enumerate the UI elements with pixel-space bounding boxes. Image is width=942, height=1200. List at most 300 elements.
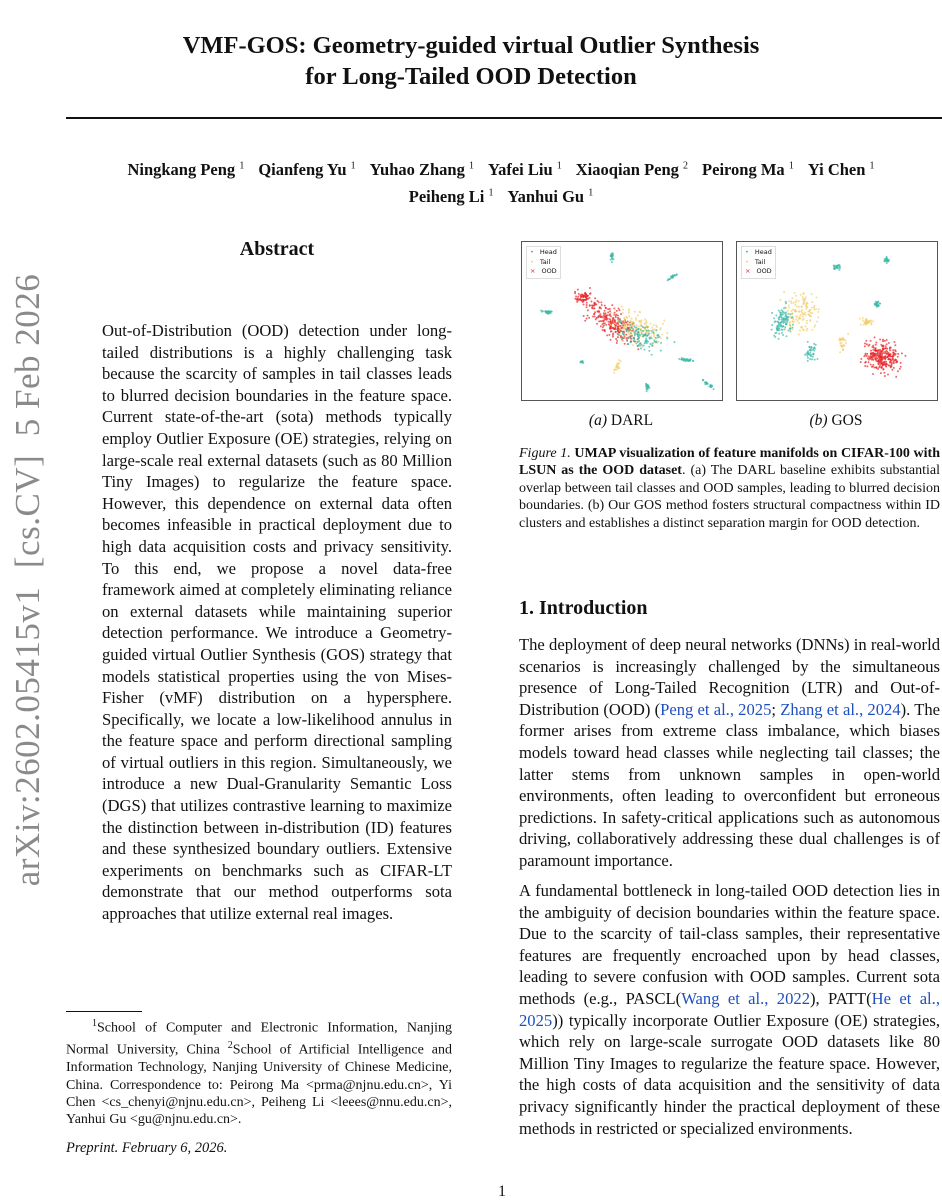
scatter-point <box>603 325 605 327</box>
scatter-point <box>778 321 780 323</box>
scatter-point <box>816 321 818 323</box>
scatter-point <box>659 328 661 330</box>
scatter-point <box>881 367 883 369</box>
scatter-point <box>792 309 794 311</box>
text: )) typically incorporate Outlier Exposure (OE) strategies, which rely on large-scale surrogate OOD datasets like 80 Million Tiny Images to regularize the feature space. However, the high costs of data acquisition and the sensitivity of data privacy significantly hinder the practical deployment of these methods in restricted or specialized environments. <box>519 1010 940 1138</box>
scatter-point <box>882 358 884 360</box>
legend-marker-icon: • <box>745 248 749 256</box>
scatter-point <box>809 358 811 360</box>
scatter-point <box>886 339 888 341</box>
scatter-point <box>892 356 894 358</box>
scatter-point <box>711 384 713 386</box>
scatter-point <box>584 320 586 322</box>
scatter-point <box>616 362 618 364</box>
abstract-heading: Abstract <box>239 238 315 260</box>
scatter-point <box>811 301 813 303</box>
scatter-point <box>888 342 890 344</box>
scatter-point <box>877 368 879 370</box>
affiliation-2: School of Artificial Intelligence and Information Technology, Nanjing University of Chinese Medicine, China. Correspondence to: Peirong Ma <prma@njnu.edu.cn>, Yi Chen <cs_chenyi@njnu.edu.cn>, Peiheng Li <leees@nnu.edu.cn>, Yanhui Gu <gu@njnu.edu.cn>. <box>66 1042 452 1128</box>
scatter-point <box>813 343 815 345</box>
scatter-point <box>878 358 880 360</box>
scatter-point <box>886 258 888 260</box>
scatter-point <box>602 329 604 331</box>
scatter-point <box>593 305 595 307</box>
caption-label: Figure 1. <box>519 446 571 461</box>
scatter-point <box>638 340 640 342</box>
scatter-point <box>628 315 630 317</box>
scatter-point <box>864 342 866 344</box>
scatter-point <box>662 323 664 325</box>
scatter-point <box>785 312 787 314</box>
scatter-point <box>614 328 616 330</box>
scatter-point <box>634 311 636 313</box>
scatter-point <box>546 311 548 313</box>
scatter-point <box>630 320 632 322</box>
scatter-point <box>640 329 642 331</box>
author-affiliation: 1 <box>588 187 594 199</box>
scatter-point <box>655 329 657 331</box>
scatter-point <box>797 320 799 322</box>
scatter-point <box>895 350 897 352</box>
legend-label: Head <box>539 248 557 256</box>
scatter-point <box>892 358 894 360</box>
scatter-point <box>790 302 792 304</box>
scatter-point <box>626 317 628 319</box>
scatter-point <box>781 321 783 323</box>
scatter-point <box>877 305 879 307</box>
scatter-point <box>863 324 865 326</box>
scatter-point <box>593 302 595 304</box>
scatter-point <box>622 312 624 314</box>
scatter-point <box>812 353 814 355</box>
scatter-point <box>886 262 888 264</box>
scatter-point <box>798 334 800 336</box>
scatter-point <box>634 332 636 334</box>
scatter-point <box>644 327 646 329</box>
scatter-point <box>642 330 644 332</box>
author-affiliation: 1 <box>239 160 245 171</box>
scatter-point <box>635 342 637 344</box>
scatter-point <box>595 303 597 305</box>
scatter-point <box>897 356 899 358</box>
author-affiliation: 1 <box>488 187 494 199</box>
scatter-point <box>872 373 874 375</box>
scatter-point <box>605 324 607 326</box>
scatter-point <box>638 311 640 313</box>
scatter-point <box>813 350 815 352</box>
citation-link[interactable]: Zhang et al., 2024 <box>780 699 901 719</box>
scatter-point <box>868 355 870 357</box>
scatter-point <box>783 307 785 309</box>
scatter-point <box>817 311 819 313</box>
scatter-point <box>622 309 624 311</box>
scatter-point <box>883 348 885 350</box>
scatter-point <box>668 279 670 281</box>
scatter-point <box>862 317 864 319</box>
author-name: Ningkang Peng <box>127 159 236 179</box>
scatter-point <box>791 297 793 299</box>
scatter-point <box>798 300 800 302</box>
scatter-point <box>795 301 797 303</box>
scatter-point <box>607 321 609 323</box>
scatter-point <box>596 323 598 325</box>
scatter-point <box>860 361 862 363</box>
subcaption-a <box>521 412 721 430</box>
scatter-point <box>794 310 796 312</box>
scatter-point <box>704 382 706 384</box>
author-name: Yafei Liu <box>488 159 553 179</box>
scatter-point <box>887 358 889 360</box>
scatter-point <box>879 339 881 341</box>
scatter-point <box>897 370 899 372</box>
scatter-point <box>800 294 802 296</box>
scatter-point <box>621 338 623 340</box>
scatter-point <box>676 274 678 276</box>
scatter-point <box>583 304 585 306</box>
scatter-point <box>840 345 842 347</box>
scatter-point <box>637 334 639 336</box>
scatter-point <box>630 335 632 337</box>
scatter-point <box>807 313 809 315</box>
scatter-point <box>833 268 835 270</box>
scatter-point <box>658 336 660 338</box>
scatter-point <box>786 318 788 320</box>
scatter-point <box>674 274 676 276</box>
scatter-point <box>891 369 893 371</box>
scatter-point <box>897 353 899 355</box>
scatter-point <box>886 353 888 355</box>
scatter-point <box>642 326 644 328</box>
scatter-point <box>800 326 802 328</box>
scatter-point <box>807 341 809 343</box>
scatter-point <box>864 365 866 367</box>
scatter-point <box>891 359 893 361</box>
scatter-point <box>586 295 588 297</box>
scatter-point <box>877 363 879 365</box>
arxiv-identifier: arXiv:2602.05415v1 [cs.CV] 5 Feb 2026 <box>8 273 47 887</box>
scatter-point <box>809 309 811 311</box>
scatter-point <box>811 358 813 360</box>
introduction-heading: 1. Introduction <box>519 597 648 619</box>
scatter-point <box>640 325 642 327</box>
scatter-point <box>800 314 802 316</box>
text: ). The former arises from extreme class imbalance, which biases models toward head classes while neglecting tail classes; the latter stems from unknown samples in open-world environments, often leading to overconfident but erroneous predictions. In safety-critical applications such as autonomous driving, collaboratively addressing these dual challenges is of paramount importance. <box>519 699 940 870</box>
scatter-point <box>630 330 632 332</box>
scatter-point <box>873 354 875 356</box>
scatter-point <box>786 321 788 323</box>
scatter-point <box>776 325 778 327</box>
scatter-point <box>882 345 884 347</box>
scatter-point <box>813 309 815 311</box>
scatter-point <box>575 295 577 297</box>
scatter-point <box>586 298 588 300</box>
author-affiliation: 1 <box>788 160 794 171</box>
scatter-point <box>632 327 634 329</box>
scatter-point <box>702 379 704 381</box>
preprint-date: Preprint. February 6, 2026. <box>66 1140 228 1156</box>
scatter-point <box>813 305 815 307</box>
scatter-point <box>619 318 621 320</box>
scatter-point <box>610 330 612 332</box>
scatter-point <box>874 358 876 360</box>
scatter-point <box>635 319 637 321</box>
scatter-point <box>586 306 588 308</box>
scatter-point <box>661 334 663 336</box>
scatter-point <box>704 383 706 385</box>
scatter-point <box>839 351 841 353</box>
scatter-point <box>893 367 895 369</box>
scatter-point <box>790 300 792 302</box>
scatter-point <box>619 328 621 330</box>
scatter-point <box>633 337 635 339</box>
scatter-point <box>610 339 612 341</box>
scatter-point <box>886 363 888 365</box>
citation-link[interactable]: Wang et al., 2022 <box>681 988 810 1008</box>
scatter-point <box>807 357 809 359</box>
scatter-point <box>836 265 838 267</box>
scatter-point <box>888 354 890 356</box>
scatter-point <box>608 334 610 336</box>
scatter-point <box>785 307 787 309</box>
scatter-point <box>795 315 797 317</box>
subcaption-b <box>736 412 936 430</box>
scatter-point <box>637 348 639 350</box>
scatter-point <box>786 335 788 337</box>
scatter-point <box>782 317 784 319</box>
scatter-point <box>582 301 584 303</box>
scatter-point <box>880 363 882 365</box>
author-name: Qianfeng Yu <box>258 159 347 179</box>
scatter-point <box>805 296 807 298</box>
scatter-point <box>784 319 786 321</box>
scatter-point <box>638 325 640 327</box>
scatter-point <box>813 326 815 328</box>
scatter-point <box>577 296 579 298</box>
scatter-point <box>894 344 896 346</box>
scatter-point <box>596 300 598 302</box>
citation-link[interactable]: He et al., 2025 <box>519 988 940 1030</box>
scatter-point <box>639 345 641 347</box>
scatter-point <box>631 318 633 320</box>
scatter-point <box>624 325 626 327</box>
scatter-point <box>628 308 630 310</box>
scatter-point <box>800 310 802 312</box>
legend-entry <box>745 248 772 258</box>
plot-legend <box>526 246 561 279</box>
scatter-point <box>595 318 597 320</box>
scatter-point <box>778 338 780 340</box>
scatter-point <box>615 331 617 333</box>
scatter-point <box>614 321 616 323</box>
subcaption-text: GOS <box>827 412 863 429</box>
scatter-point <box>574 292 576 294</box>
scatter-point <box>600 315 602 317</box>
scatter-point <box>576 297 578 299</box>
scatter-point <box>810 355 812 357</box>
scatter-point <box>806 330 808 332</box>
scatter-point <box>777 317 779 319</box>
scatter-point <box>807 360 809 362</box>
scatter-point <box>651 342 653 344</box>
scatter-point <box>871 359 873 361</box>
scatter-point <box>615 338 617 340</box>
scatter-point <box>774 336 776 338</box>
scatter-point <box>868 320 870 322</box>
scatter-point <box>641 333 643 335</box>
scatter-point <box>904 355 906 357</box>
scatter-point <box>605 317 607 319</box>
scatter-point <box>784 326 786 328</box>
scatter-point <box>615 314 617 316</box>
subcaption-label: (b) <box>809 412 828 429</box>
scatter-point <box>872 364 874 366</box>
caption-text: . (a) The DARL baseline exhibits substantial overlap between tail classes and OOD samples, leading to blurred decision boundaries. (b) Our GOS method fosters structural compactness within ID clusters and establishes a distinct separation margin for OOD detection. <box>519 463 940 531</box>
scatter-point <box>792 328 794 330</box>
scatter-point <box>893 341 895 343</box>
scatter-point <box>816 296 818 298</box>
scatter-point <box>635 317 637 319</box>
scatter-point <box>627 332 629 334</box>
scatter-point <box>642 345 644 347</box>
scatter-point <box>866 343 868 345</box>
scatter-point <box>811 312 813 314</box>
scatter-point <box>593 307 595 309</box>
scatter-point <box>798 322 800 324</box>
scatter-point <box>542 310 544 312</box>
legend-marker-icon: • <box>530 257 534 266</box>
scatter-point <box>889 346 891 348</box>
scatter-point <box>875 341 877 343</box>
scatter-point <box>688 359 690 361</box>
scatter-point <box>586 302 588 304</box>
scatter-point <box>599 306 601 308</box>
scatter-point <box>799 330 801 332</box>
scatter-point <box>801 305 803 307</box>
scatter-point <box>600 301 602 303</box>
author <box>808 160 875 179</box>
scatter-point <box>901 352 903 354</box>
caption-bold: UMAP visualization of feature manifolds on CIFAR-100 with LSUN as the OOD dataset <box>519 446 940 479</box>
scatter-point <box>626 329 628 331</box>
scatter-point <box>547 312 549 314</box>
scatter-point <box>683 359 685 361</box>
scatter-point <box>805 306 807 308</box>
scatter-point <box>588 317 590 319</box>
legend-marker-icon: • <box>745 257 749 266</box>
scatter-point <box>811 307 813 309</box>
scatter-point <box>618 320 620 322</box>
legend-entry <box>530 258 557 268</box>
text: ), PATT( <box>810 988 872 1008</box>
scatter-point <box>616 340 618 342</box>
scatter-point <box>639 320 641 322</box>
scatter-point <box>674 341 676 343</box>
scatter-point <box>624 343 626 345</box>
scatter-point <box>870 321 872 323</box>
scatter-point <box>778 310 780 312</box>
page-number: 1 <box>498 1183 506 1200</box>
scatter-point <box>601 304 603 306</box>
scatter-point <box>864 322 866 324</box>
text: The deployment of deep neural networks (DNNs) in real-world scenarios is increasingly challenged by the simultaneous presence of Long-Tailed Recognition (LTR) and Out-of-Distribution (OOD) ( <box>519 635 940 719</box>
scatter-point <box>621 327 623 329</box>
scatter-point <box>623 320 625 322</box>
scatter-point <box>875 344 877 346</box>
title-line-1: VMF-GOS: Geometry-guided virtual Outlier Synthesis <box>182 32 760 59</box>
scatter-point <box>792 312 794 314</box>
scatter-point <box>803 303 805 305</box>
scatter-point <box>653 332 655 334</box>
scatter-point <box>648 346 650 348</box>
scatter-point <box>893 352 895 354</box>
scatter-point <box>623 317 625 319</box>
scatter-point <box>610 312 612 314</box>
scatter-point <box>809 312 811 314</box>
scatter-point <box>648 387 650 389</box>
scatter-point <box>580 360 582 362</box>
scatter-point <box>610 315 612 317</box>
scatter-point <box>895 376 897 378</box>
scatter-point <box>809 348 811 350</box>
scatter-point <box>887 374 889 376</box>
scatter-point <box>649 343 651 345</box>
scatter-point <box>589 305 591 307</box>
scatter-point <box>870 340 872 342</box>
scatter-point <box>864 362 866 364</box>
scatter-point <box>803 292 805 294</box>
scatter-point <box>781 309 783 311</box>
scatter-point <box>626 340 628 342</box>
scatter-point <box>589 293 591 295</box>
scatter-point <box>653 336 655 338</box>
author-affiliation: 1 <box>556 160 562 171</box>
scatter-point <box>885 345 887 347</box>
scatter-point <box>628 333 630 335</box>
scatter-point <box>860 358 862 360</box>
legend-entry <box>530 248 557 258</box>
scatter-point <box>872 352 874 354</box>
scatter-point <box>780 314 782 316</box>
author-list <box>60 154 942 209</box>
paper-title <box>0 30 942 92</box>
scatter-point <box>612 334 614 336</box>
scatter-point <box>771 324 773 326</box>
plot-legend <box>741 246 776 279</box>
scatter-point <box>879 356 881 358</box>
scatter-point <box>645 383 647 385</box>
scatter-point <box>792 318 794 320</box>
scatter-point <box>640 347 642 349</box>
scatter-point <box>883 260 885 262</box>
scatter-point <box>847 333 849 335</box>
scatter-point <box>577 289 579 291</box>
scatter-point <box>782 326 784 328</box>
scatter-point <box>589 287 591 289</box>
scatter-point <box>839 267 841 269</box>
scatter-point <box>810 319 812 321</box>
scatter-point <box>882 369 884 371</box>
author-affiliation: 1 <box>869 160 875 171</box>
scatter-point <box>622 324 624 326</box>
scatter-point <box>617 336 619 338</box>
scatter-point <box>802 298 804 300</box>
scatter-point <box>620 313 622 315</box>
scatter-point <box>620 360 622 362</box>
scatter-point <box>876 352 878 354</box>
scatter-point <box>870 350 872 352</box>
citation-link[interactable]: Peng et al., 2025 <box>660 699 772 719</box>
scatter-point <box>864 354 866 356</box>
